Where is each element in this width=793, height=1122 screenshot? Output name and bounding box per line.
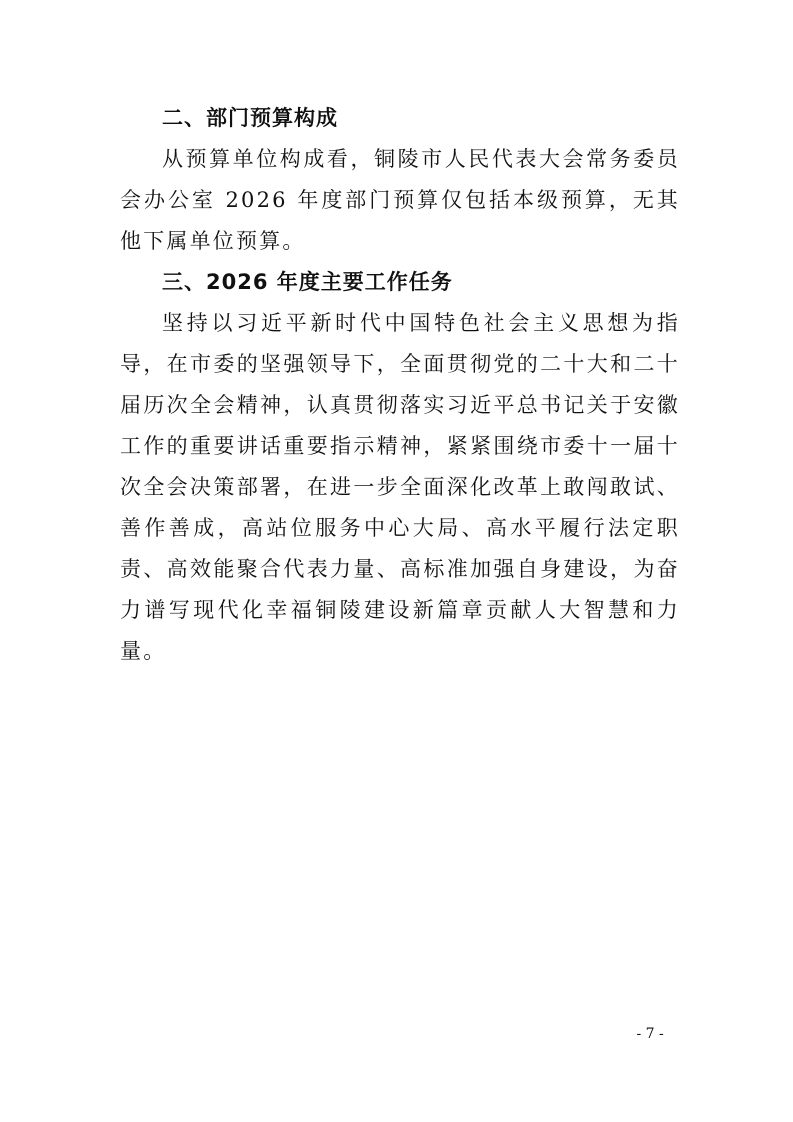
section-heading-main-tasks: 三、2026 年度主要工作任务 bbox=[162, 270, 453, 294]
section-paragraph-main-tasks: 坚持以习近平新时代中国特色社会主义思想为指导，在市委的坚强领导下，全面贯彻党的二十大和二十届历次全会精神，认真贯彻落实习近平总书记关于安徽工作的重要讲话重要指示精神，紧紧围绕市委十一届十次全会决策部署，在进一步全面深化改革上敢闯敢试、善作善成，高站位服务中心大局、高水平履行法定职责、高效能聚合代表力量、高标准加强自身建设，为奋力谱写现代化幸福铜陵建设新篇章贡献人大智慧和力量。 bbox=[120, 311, 680, 663]
page-number: - 7 - bbox=[636, 1026, 664, 1042]
section-heading-budget-composition: 二、部门预算构成 bbox=[162, 106, 338, 130]
section-paragraph-budget-composition: 从预算单位构成看，铜陵市人民代表大会常务委员会办公室 2026 年度部门预算仅包括本级预算，无其他下属单位预算。 bbox=[120, 147, 680, 253]
document-body bbox=[120, 98, 680, 672]
